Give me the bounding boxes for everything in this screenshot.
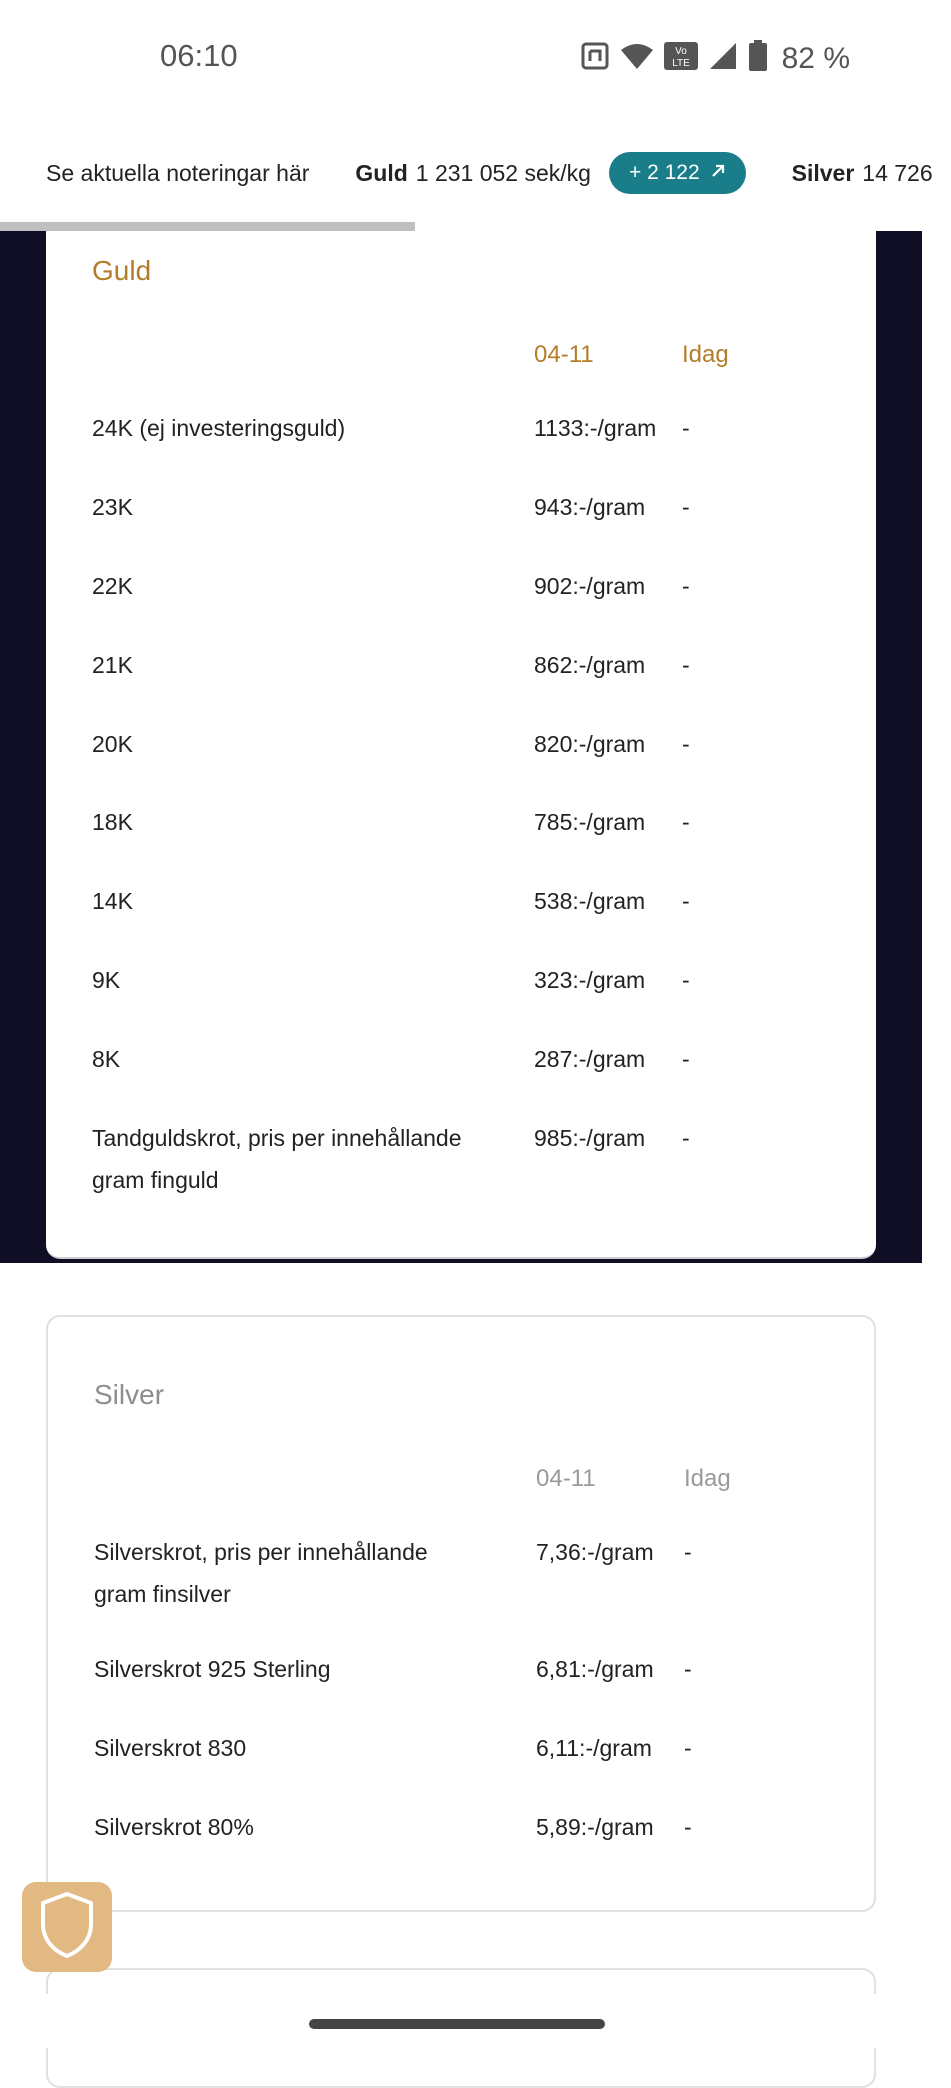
gold-row-today: - — [682, 888, 690, 914]
silver-row-label: Silverskrot 80% — [94, 1814, 254, 1840]
gold-row-today: - — [682, 731, 690, 757]
gold-row-price: 323:-/gram — [534, 967, 646, 993]
home-indicator[interactable] — [309, 2019, 605, 2029]
gold-row-label: 24K (ej investeringsguld) — [92, 415, 346, 441]
nfc-icon — [580, 41, 610, 76]
gold-row-price: 943:-/gram — [534, 494, 646, 520]
battery-icon — [748, 40, 768, 77]
ticker-scroll-indicator — [0, 222, 415, 231]
gold-row-price: 820:-/gram — [534, 731, 646, 757]
silver-row-label: Silverskrot 925 Sterling — [94, 1656, 331, 1682]
gold-row-price: 785:-/gram — [534, 809, 646, 835]
volte-icon — [664, 41, 698, 76]
gold-card-title: Guld — [92, 255, 152, 286]
status-icons — [580, 40, 850, 77]
gold-row-today: - — [682, 1125, 690, 1151]
gold-row-today: - — [682, 1046, 690, 1072]
silver-row-price: 6,11:-/gram — [536, 1735, 652, 1761]
arrow-up-right-icon — [710, 161, 726, 185]
svg-text:Vo: Vo — [674, 46, 687, 57]
silver-row-price: 5,89:-/gram — [536, 1814, 654, 1840]
gold-row-price: 287:-/gram — [534, 1046, 646, 1072]
silver-price-card — [46, 1315, 876, 1912]
silver-row-today: - — [684, 1539, 692, 1565]
gold-row-today: - — [682, 494, 690, 520]
status-bar — [0, 0, 922, 116]
gold-row-price: 1133:-/gram — [534, 415, 657, 441]
ticker-silver-label: Silver — [791, 159, 855, 186]
silver-row-today: - — [684, 1735, 692, 1761]
silver-card-title: Silver — [94, 1379, 165, 1410]
ticker-scroll-track — [0, 222, 922, 231]
gold-change-value: + 2 122 — [628, 161, 700, 184]
gold-row-label: 18K — [92, 809, 133, 835]
gold-row-price: 538:-/gram — [534, 888, 646, 914]
silver-row-price: 6,81:-/gram — [536, 1656, 654, 1682]
gold-row-price: 985:-/gram — [534, 1125, 646, 1151]
ticker-gold-label: Guld — [355, 159, 408, 186]
gold-row-label: 23K — [92, 494, 133, 520]
status-time: 06:10 — [160, 38, 238, 73]
ticker-content — [46, 152, 951, 194]
gold-price-card — [46, 231, 876, 1259]
battery-percent: 82 % — [781, 41, 850, 75]
gold-row-label: Tandguldskrot, pris per innehållande gram finguld — [92, 1125, 462, 1193]
ticker-gold-value: 1 231 052 sek/kg — [415, 159, 591, 186]
gold-row-today: - — [682, 573, 690, 599]
gold-row-label: 20K — [92, 731, 133, 757]
gold-row-today: - — [682, 967, 690, 993]
ticker-silver-value: 14 726 — [862, 159, 933, 186]
gold-row-price: 902:-/gram — [534, 573, 646, 599]
signal-icon — [708, 41, 738, 76]
wifi-icon — [620, 42, 654, 75]
gold-row-label: 8K — [92, 1046, 121, 1072]
gold-row-label: 22K — [92, 573, 133, 599]
ticker-notice[interactable]: Se aktuella noteringar här — [46, 159, 310, 186]
privacy-shield-button[interactable] — [22, 1882, 112, 1972]
silver-row-price: 7,36:-/gram — [536, 1539, 654, 1565]
shield-icon — [37, 1890, 97, 1965]
gold-col-today: Idag — [682, 341, 729, 368]
gold-change-badge — [609, 152, 746, 194]
gold-row-today: - — [682, 809, 690, 835]
gold-col-date: 04-11 — [534, 341, 594, 368]
silver-row-today: - — [684, 1656, 692, 1682]
gold-row-today: - — [682, 652, 690, 678]
silver-col-date: 04-11 — [536, 1465, 596, 1492]
silver-row-label: Silverskrot 830 — [94, 1735, 247, 1761]
gold-row-today: - — [682, 415, 690, 441]
silver-row-today: - — [684, 1814, 692, 1840]
gold-row-label: 14K — [92, 888, 133, 914]
silver-row-label: Silverskrot, pris per innehållande gram finsilver — [94, 1539, 428, 1607]
svg-text:LTE: LTE — [671, 58, 690, 69]
silver-col-today: Idag — [684, 1465, 731, 1492]
gold-row-price: 862:-/gram — [534, 652, 646, 678]
gold-row-label: 21K — [92, 652, 133, 678]
gold-row-label: 9K — [92, 967, 121, 993]
price-ticker[interactable] — [0, 140, 933, 210]
